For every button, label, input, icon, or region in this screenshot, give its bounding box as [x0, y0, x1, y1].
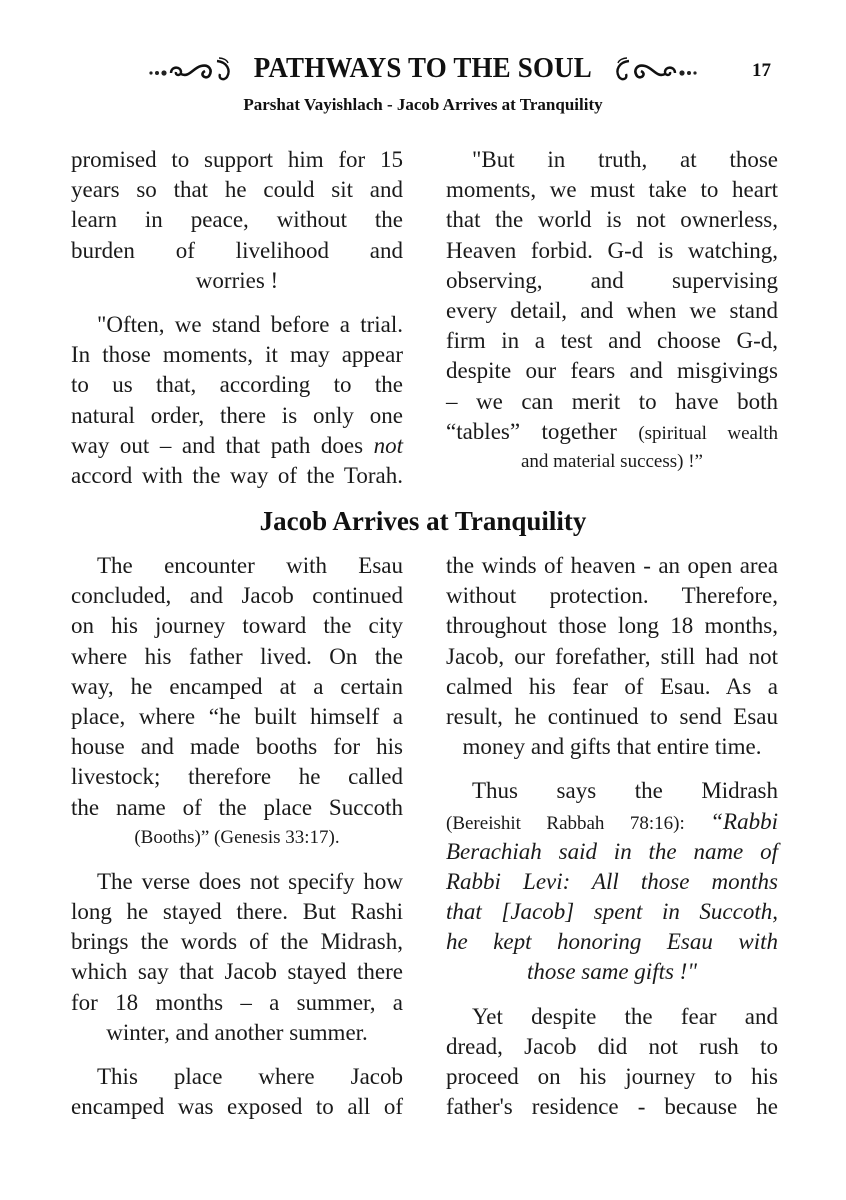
text-line: where his father lived. On the — [71, 643, 403, 669]
text-line: This place where Jacob — [97, 1064, 403, 1089]
quote-line: Rabbi Levi: All those months — [446, 868, 778, 894]
text-line: burden of livelihood and — [71, 237, 403, 263]
text-line: on his journey toward the city — [71, 613, 403, 639]
book-title: PATHWAYS TO THE SOUL — [253, 52, 593, 84]
text-fragment: way out – and that path does — [71, 432, 374, 458]
top-right-column — [446, 145, 778, 477]
text-line: brings the words of the Midrash, — [71, 929, 403, 955]
running-title-wrap — [128, 52, 718, 85]
paragraph — [71, 551, 403, 853]
text-line: natural order, there is only one — [71, 402, 403, 428]
text-line: In those moments, it may appear — [71, 342, 403, 368]
top-left-column — [71, 145, 403, 491]
section-right-column — [446, 551, 778, 1122]
text-line: promised to support him for 15 — [71, 147, 403, 172]
text-line: calmed his fear of Esau. As a — [446, 673, 778, 699]
text-line: dread, Jacob did not rush to — [446, 1033, 778, 1059]
text-line: Thus says the Midrash — [472, 778, 778, 804]
text-line: Jacob, our forefather, still had not — [446, 643, 778, 669]
text-line: despite our fears and misgivings — [446, 358, 778, 384]
text-line: (Booths)” (Genesis 33:17). — [134, 826, 340, 848]
text-line: firm in a test and choose G-d, — [446, 328, 778, 354]
paragraph — [446, 145, 778, 477]
text-line: learn in peace, without the — [71, 207, 403, 233]
text-line: every detail, and when we stand — [446, 297, 778, 323]
section-left-column — [71, 551, 403, 1122]
paragraph — [71, 310, 403, 491]
section-heading: Jacob Arrives at Tranquility — [259, 506, 587, 536]
emphasis-text: not — [373, 432, 403, 458]
citation-text: (Bereishit Rabbah 78:16): — [446, 812, 711, 834]
text-line: "But in truth, at those — [472, 147, 778, 172]
text-line — [446, 807, 778, 837]
running-header — [0, 52, 846, 88]
quote-line: that [Jacob] spent in Succoth, — [446, 899, 778, 925]
text-line: accord with the way of the Torah. — [71, 462, 403, 488]
text-line: father's residence - because he — [446, 1094, 778, 1120]
page-number: 17 — [752, 60, 771, 81]
quote-text: “Rabbi — [710, 808, 778, 834]
text-line: The verse does not specify how — [97, 868, 403, 894]
text-line: the name of the place Succoth — [71, 794, 403, 820]
text-line: the winds of heaven - an open area — [446, 553, 778, 578]
paragraph — [446, 1002, 778, 1123]
text-line: The encounter with Esau — [97, 553, 403, 578]
text-line: result, he continued to send Esau — [446, 703, 778, 729]
text-line: without protection. Therefore, — [446, 583, 778, 609]
text-line: observing, and supervising — [446, 267, 778, 293]
quote-line: Berachiah said in the name of — [446, 838, 778, 864]
text-line: – we can merit to have both — [446, 388, 778, 414]
text-line — [71, 431, 403, 461]
text-line: for 18 months – a summer, a — [71, 989, 403, 1015]
text-line: concluded, and Jacob continued — [71, 583, 403, 609]
quote-line: those same gifts !" — [526, 959, 697, 985]
chapter-subtitle: Parshat Vayishlach - Jacob Arrives at Tranquility — [243, 95, 603, 114]
aside-text: (spiritual wealth — [638, 422, 778, 444]
text-line: proceed on his journey to his — [446, 1064, 778, 1089]
text-fragment: “tables” together — [446, 418, 639, 444]
paragraph — [71, 1062, 403, 1122]
quote-line: he kept honoring Esau with — [446, 929, 778, 955]
text-line: that the world is not ownerless, — [446, 207, 778, 233]
text-line: "Often, we stand before a trial. — [97, 311, 403, 337]
text-line: worries ! — [195, 267, 279, 293]
paragraph — [71, 145, 403, 296]
paragraph — [71, 867, 403, 1048]
text-line: throughout those long 18 months, — [446, 613, 778, 639]
text-line: which say that Jacob stayed there — [71, 959, 403, 985]
text-line: Yet despite the fear and — [472, 1003, 778, 1029]
text-line: encamped was exposed to all of — [71, 1094, 403, 1120]
text-line: and material success) !” — [521, 450, 703, 472]
text-line: moments, we must take to heart — [446, 177, 778, 203]
text-line: way, he encamped at a certain — [71, 673, 403, 699]
text-line: money and gifts that entire time. — [462, 734, 762, 760]
text-line: winter, and another summer. — [106, 1019, 368, 1045]
scroll-ornament-left-icon — [147, 54, 235, 84]
text-line: Heaven forbid. G-d is watching, — [446, 237, 778, 263]
text-line: long he stayed there. But Rashi — [71, 899, 403, 925]
text-line: place, where “he built himself a — [71, 703, 403, 729]
paragraph — [446, 551, 778, 762]
text-line: livestock; therefore he called — [71, 764, 403, 790]
text-line — [446, 417, 778, 447]
paragraph — [446, 776, 778, 987]
text-line: years so that he could sit and — [71, 177, 403, 203]
text-line: house and made booths for his — [71, 734, 403, 760]
text-line: to us that, according to the — [71, 372, 403, 398]
scroll-ornament-right-icon — [611, 54, 699, 84]
